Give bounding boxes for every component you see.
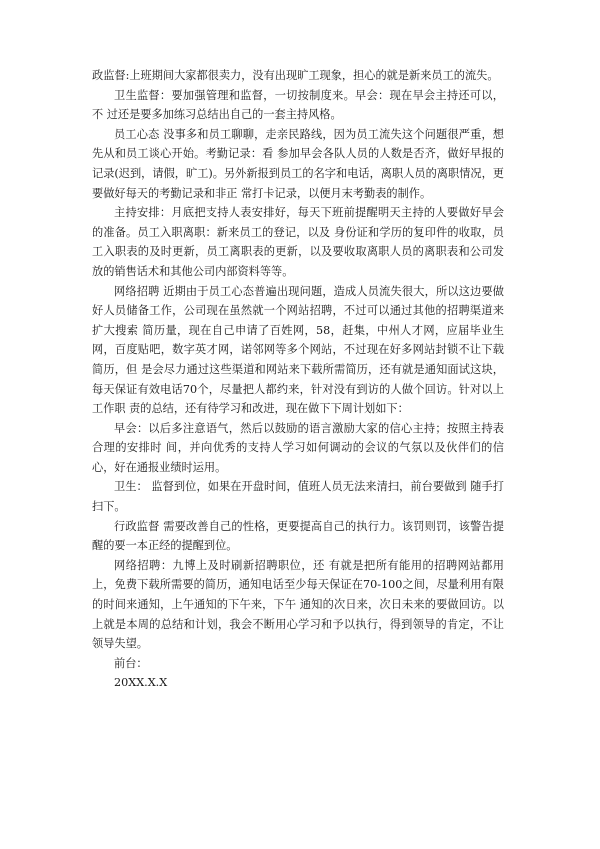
paragraph-plan-admin: 行政监督 需要改善自己的性格，更要提高自己的执行力。该罚则罚，该警告提醒的要一本正经的提醒到位。 [92, 519, 504, 553]
signature-line: 前台： [114, 656, 148, 670]
paragraph-plan-morning-meeting: 早会：以后多注意语气，然后以鼓励的语言激励大家的信心主持；按照主持表合理的安排时 间，并向优秀的支持人学习如何调动的会议的气氛以及伙伴们的信心，好在通报业绩时运用。 [92, 421, 504, 474]
paragraph-plan-hygiene: 卫生： 监督到位，如果在开盘时间，值班人员无法来清扫，前台要做到 随手打扫下。 [92, 480, 504, 514]
paragraph-online-recruitment: 网络招聘 近期由于员工心态普遍出现问题，造成人员流失很大，所以这边要做好人员储备工作，公司现在虽然就一个网站招聘，不过可以通过其他的招聘渠道来扩大搜索 简历量，现在自己申请了百姓网，58，赶集，中州人才网，应届毕业生网，百度贴吧，数字英才网，诺邻网等多个网站，不过现在好多网站封锁不让下载简历，但 是会尽力通过这些渠道和网站来下载所需简历，还有就是通知面试这块，每天保证有效电话70个，尽量把人都约来，针对没有到访的人做个回访。针对以上工作职 责的总结，还有待学习和改进，现在做下下周计划如下： [92, 284, 504, 416]
paragraph-host-arrangement: 主持安排：月底把支持人表安排好，每天下班前提醒明天主持的人要做好早会的准备。员工入职离职：新来员工的登记，以及 身份证和学历的复印件的收取，员工入职表的及时更新，员工离职表的更新，以及要收取离职人员的离职表和公司发放的销售话术和其他公司内部资料等等。 [92, 206, 504, 278]
paragraph-plan-recruitment: 网络招聘：九博上及时刷新招聘职位，还 有就是把所有能用的招聘网站都用上，免费下载所需要的简历，通知电话至少每天保证在70-100之间，尽量利用有限的时间来通知，上午通知的下午来，下午 通知的次日来，次日未来的要做回访。以上就是本周的总结和计划，我会不断用心学习和予以执行，得到领导的肯定，不让领导失望。 [92, 558, 504, 651]
paragraph-staff-attitude: 员工心态 没事多和员工聊聊，走亲民路线，因为员工流失这个问题很严重，想先从和员工谈心开始。考勤记录：看 参加早会各队人员的人数是否齐，做好早报的记录(迟到，请假，旷工)。另外新报到员工的名字和电话，离职人员的离职情况，更要做好每天的考勤记录和非正 常打卡记录，以便月末考勤表的制作。 [92, 127, 504, 200]
paragraph-admin-supervision: 政监督:上班期间大家都很卖力，没有出现旷工现象，担心的就是新来员工的流失。 [92, 69, 499, 82]
paragraph-hygiene-morning-meeting: 卫生监督：要加强管理和监督，一切按制度来。早会：现在早会主持还可以，不 过还是要多加练习总结出自己的一套主持风格。 [92, 88, 504, 122]
date-line: 20XX.X.X [114, 676, 168, 690]
